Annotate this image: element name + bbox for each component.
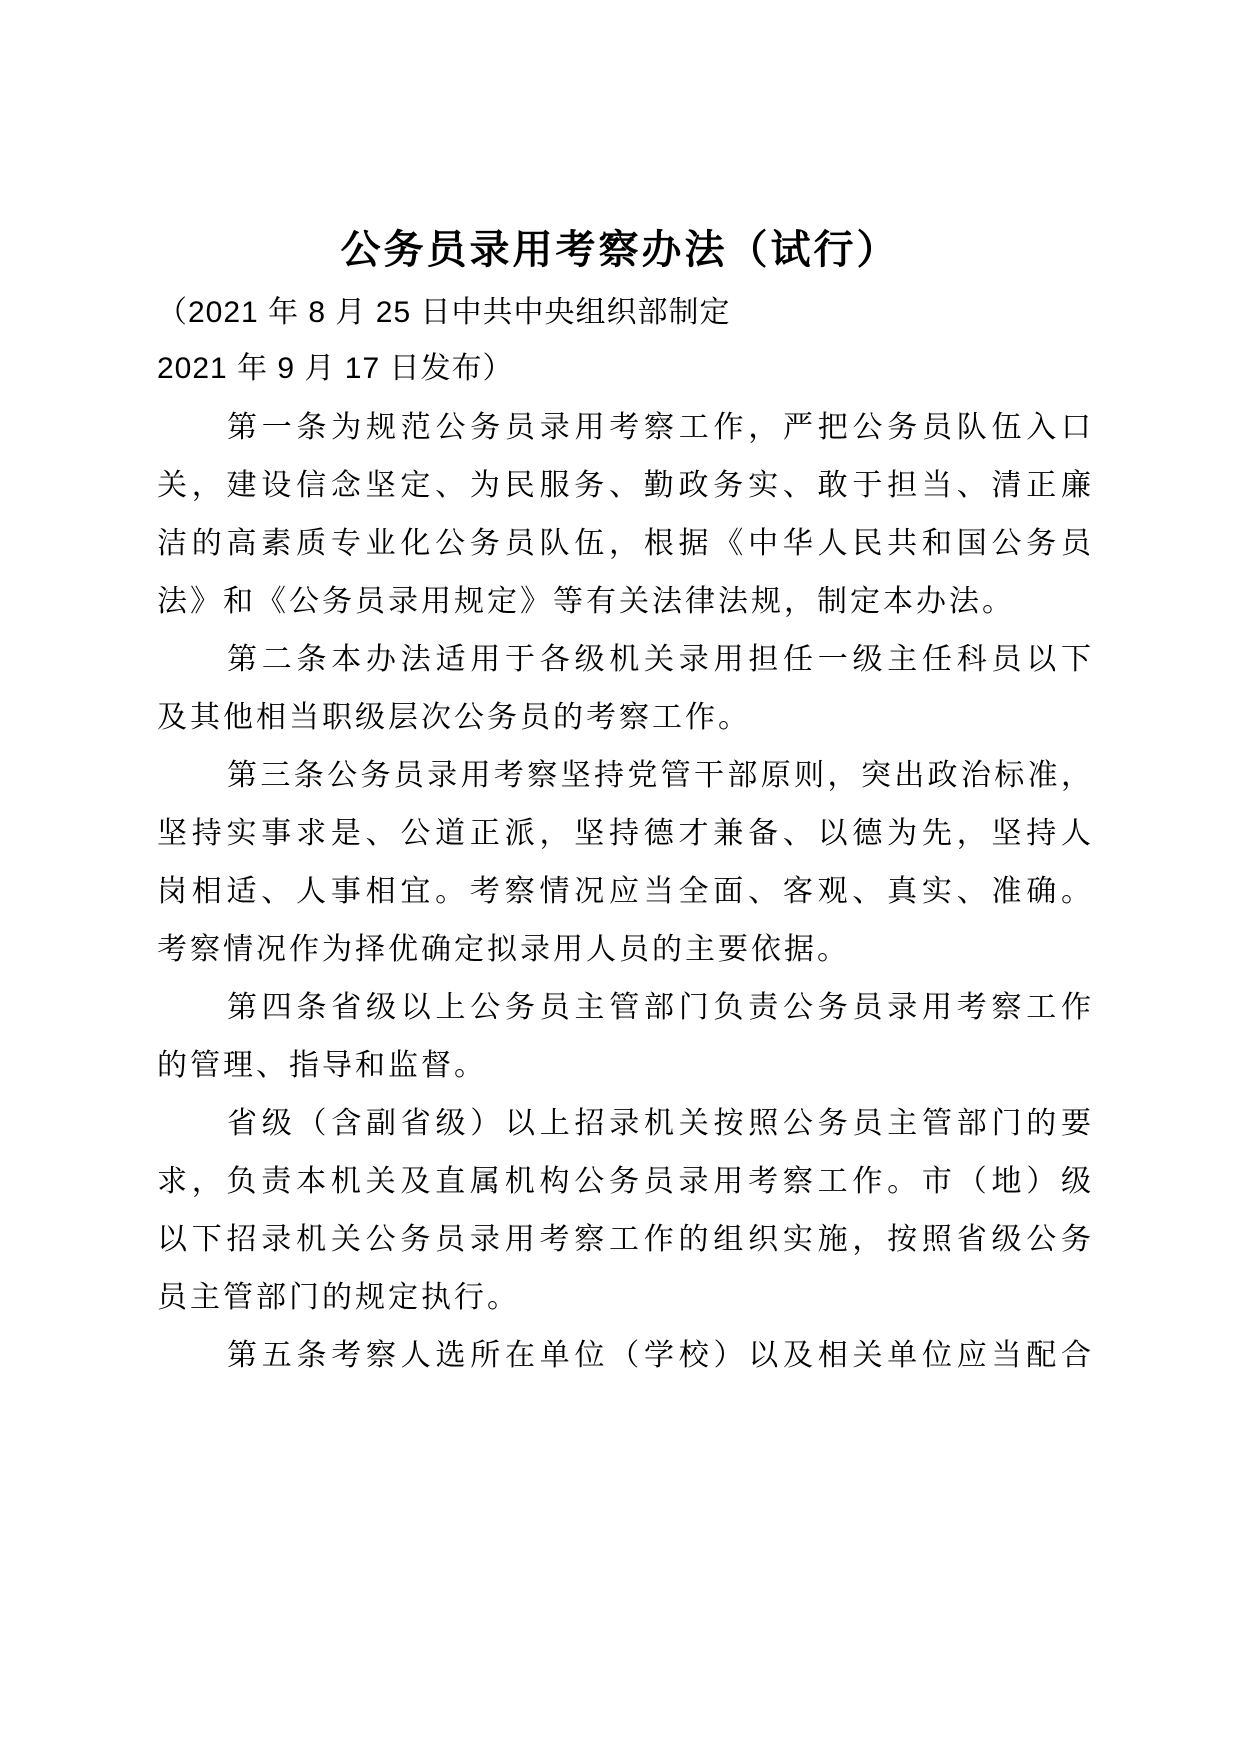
article-3-line-4: 考察情况作为择优确定拟录用人员的主要依据。 [157, 932, 850, 967]
article-4-para2-line-3: 以下招录机关公务员录用考察工作的组织实施，按照省级公务 [157, 1222, 1091, 1257]
article-1-line-1: 第一条为规范公务员录用考察工作，严把公务员队伍入口 [227, 410, 1091, 445]
article-3-line-1: 第三条公务员录用考察坚持党管干部原则，突出政治标准， [227, 758, 1091, 793]
article-4-para2-line-1: 省级（含副省级）以上招录机关按照公务员主管部门的要 [227, 1106, 1091, 1141]
article-4-para2-line-4: 员主管部门的规定执行。 [157, 1280, 520, 1315]
meta-line-1: （2021 年 8 月 25 日中共中央组织部制定 [157, 296, 731, 329]
article-4-line-1: 第四条省级以上公务员主管部门负责公务员录用考察工作 [227, 990, 1091, 1025]
article-4-para2-line-2: 求，负责本机关及直属机构公务员录用考察工作。市（地）级 [157, 1164, 1091, 1199]
article-3-line-2: 坚持实事求是、公道正派，坚持德才兼备、以德为先，坚持人 [157, 816, 1091, 851]
article-2-line-1: 第二条本办法适用于各级机关录用担任一级主任科员以下 [227, 642, 1091, 677]
meta-line-2: 2021 年 9 月 17 日发布） [157, 352, 514, 385]
article-4-line-2: 的管理、指导和监督。 [157, 1048, 487, 1083]
article-5-line-1: 第五条考察人选所在单位（学校）以及相关单位应当配合 [227, 1338, 1091, 1373]
article-1-line-4: 法》和《公务员录用规定》等有关法律法规，制定本办法。 [157, 584, 1015, 619]
article-1-line-2: 关，建设信念坚定、为民服务、勤政务实、敢于担当、清正廉 [157, 468, 1091, 503]
article-1-line-3: 洁的高素质专业化公务员队伍，根据《中华人民共和国公务员 [157, 526, 1091, 561]
article-3-line-3: 岗相适、人事相宜。考察情况应当全面、客观、真实、准确。 [157, 874, 1091, 909]
document-title: 公务员录用考察办法（试行） [340, 226, 900, 273]
article-2-line-2: 及其他相当职级层次公务员的考察工作。 [157, 700, 751, 735]
